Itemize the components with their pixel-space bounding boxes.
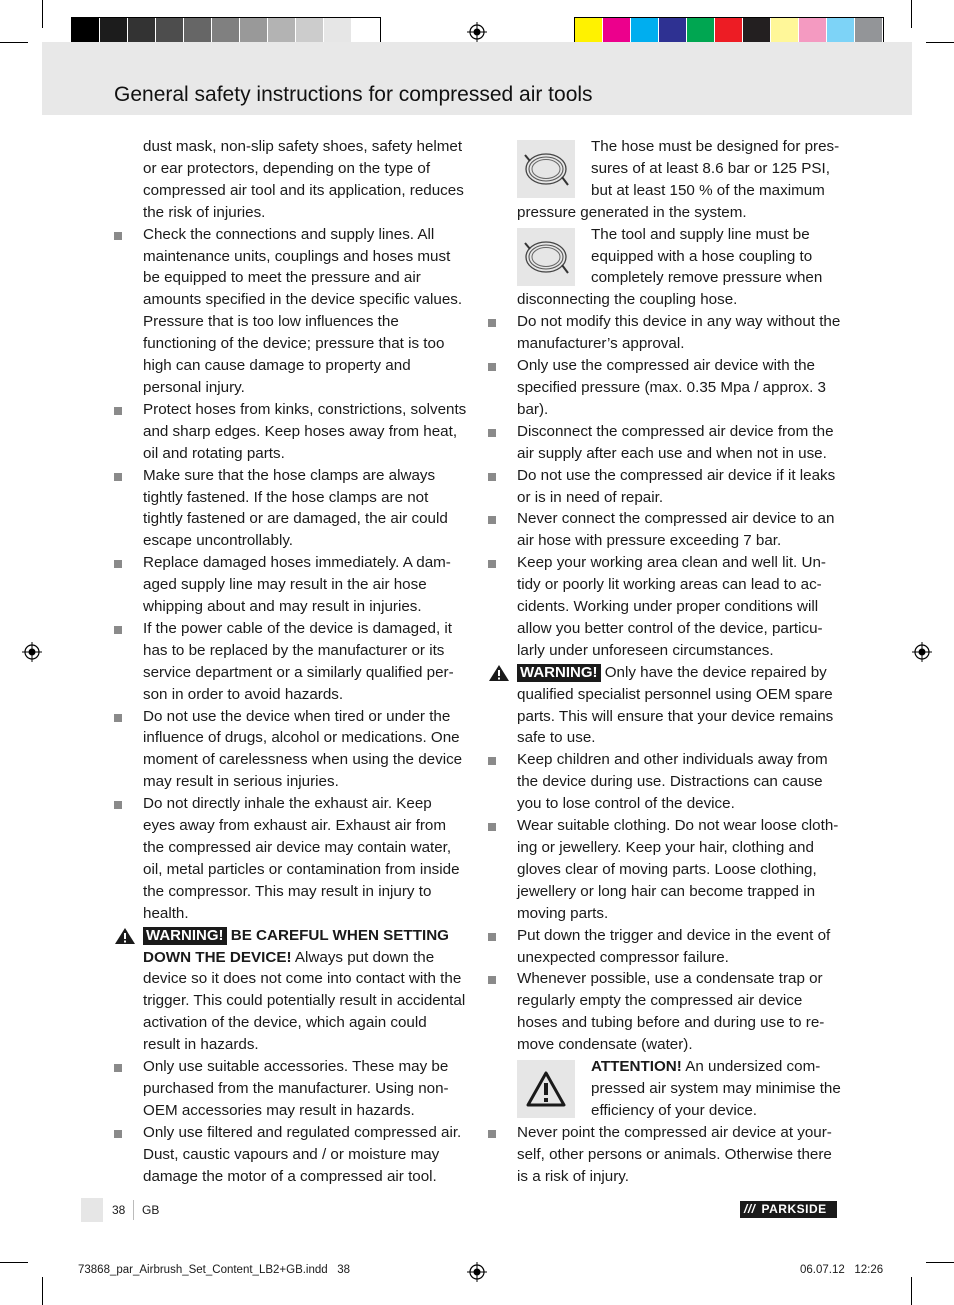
page-title: General safety instructions for compressed air tools xyxy=(114,83,593,106)
divider xyxy=(133,1200,134,1220)
list-item: The hose must be designed for pres-sures of at least 8.6 bar or 125 PSI, but at least 150 % of the maximum pressure generated in the system. xyxy=(517,136,841,224)
list-item: Do not directly inhale the exhaust air. Keep eyes away from exhaust air. Exhaust air from the compressed air device may contain water, oil, metal particles or contamination from inside the compressor. This may result in injury to health. xyxy=(143,793,467,924)
list-item: Put down the trigger and device in the event of unexpected compressor failure. xyxy=(517,925,841,969)
brand-logo xyxy=(740,1201,837,1218)
attention-text: An undersized com-pressed air system may minimise the efficiency of your device. xyxy=(591,1058,841,1119)
bullet-icon xyxy=(114,801,122,809)
list-item: Never connect the compressed air device to an air hose with pressure exceeding 7 bar. xyxy=(517,508,841,552)
instruction-list xyxy=(143,224,467,925)
warning-text: Always put down the device so it does not come into contact with the trigger. This could potentially result in accidental activation of the device, which again could result in hazards. xyxy=(143,948,466,1054)
list-item: Only use suitable accessories. These may be purchased from the manufacturer. Using non-OEM accessories may result in hazards. xyxy=(143,1056,467,1122)
bullet-icon xyxy=(488,429,496,437)
hose-image xyxy=(517,140,575,198)
warning-text: Only have the device repaired by qualified specialist personnel using OEM spare parts. This will ensure that your device remains safe to use. xyxy=(517,663,834,747)
bullet-icon xyxy=(114,473,122,481)
page-number: 38 xyxy=(112,1203,126,1217)
bullet-icon xyxy=(488,319,496,327)
registration-mark-icon xyxy=(467,22,487,42)
brand-name: PARKSIDE xyxy=(761,1202,827,1216)
list-item: Keep your working area clean and well lit. Un-tidy or poorly lit working areas can lead to ac-cidents. Working under proper conditions will allow you better control of the device, particu-larly under unforeseen circumstances. xyxy=(517,552,841,662)
bullet-icon xyxy=(488,933,496,941)
registration-mark-icon xyxy=(22,642,42,662)
crop-mark xyxy=(926,1262,954,1263)
warning-label: WARNING! xyxy=(517,664,601,682)
warning-triangle-icon xyxy=(488,664,510,682)
list-item: Make sure that the hose clamps are always tightly fastened. If the hose clamps are not tightly fastened or are damaged, the air could escape uncontrollably. xyxy=(143,465,467,553)
bullet-icon xyxy=(488,976,496,984)
bullet-icon xyxy=(488,757,496,765)
list-item: Replace damaged hoses immediately. A dam-aged supply line may result in the air hose whipping about and may result in injuries. xyxy=(143,552,467,618)
attention-heading: ATTENTION! xyxy=(591,1058,682,1076)
crop-mark xyxy=(911,1277,912,1305)
warning-notice xyxy=(143,925,467,1056)
bullet-icon xyxy=(114,626,122,634)
left-column xyxy=(143,136,467,1188)
instruction-list xyxy=(517,749,841,1056)
bullet-icon xyxy=(114,1064,122,1072)
crop-mark xyxy=(0,42,28,43)
registration-mark-icon xyxy=(912,642,932,662)
bullet-icon xyxy=(488,823,496,831)
hose-icon xyxy=(522,147,570,191)
intro-paragraph: dust mask, non-slip safety shoes, safety helmet or ear protectors, depending on the type of compressed air tool and its application, reduces the risk of injuries. xyxy=(143,138,464,221)
slug-date: 06.07.12 12:26 xyxy=(800,1264,884,1276)
warning-triangle-icon xyxy=(114,927,136,945)
crop-mark xyxy=(42,1277,43,1305)
slug-filename: 73868_par_Airbrush_Set_Content_LB2+GB.indd 38 xyxy=(78,1264,351,1276)
list-item: The tool and supply line must be equipped with a hose coupling to completely remove pressure when disconnecting the coupling hose. xyxy=(517,224,841,312)
page-number-box xyxy=(81,1198,103,1222)
list-item: Keep children and other individuals away from the device during use. Distractions can cause you to lose control of the device. xyxy=(517,749,841,815)
bullet-icon xyxy=(488,560,496,568)
attention-notice xyxy=(517,1056,841,1122)
crop-mark xyxy=(0,1262,28,1263)
brand-slashes: /// xyxy=(744,1202,756,1216)
instruction-list xyxy=(517,311,841,662)
warning-heading: BE CAREFUL WHEN SETTING DOWN THE DEVICE! xyxy=(143,926,449,966)
crop-mark xyxy=(42,0,43,28)
bullet-icon xyxy=(114,407,122,415)
list-item: Only use filtered and regulated compressed air. Dust, caustic vapours and / or moisture may damage the motor of a compressed air tool. xyxy=(143,1122,467,1188)
list-item: If the power cable of the device is damaged, it has to be replaced by the manufacturer or its service department or a similarly qualified per-son in order to avoid hazards. xyxy=(143,618,467,706)
crop-mark xyxy=(911,0,912,28)
registration-mark-icon xyxy=(467,1262,487,1282)
bullet-icon xyxy=(114,232,122,240)
hose-image xyxy=(517,228,575,286)
bullet-icon xyxy=(114,1130,122,1138)
bullet-icon xyxy=(488,473,496,481)
attention-image xyxy=(517,1060,575,1118)
language-code: GB xyxy=(142,1203,160,1217)
list-item: Never point the compressed air device at your-self, other persons or animals. Otherwise there is a risk of injury. xyxy=(517,1122,841,1188)
bullet-icon xyxy=(488,516,496,524)
list-item: Do not use the device when tired or under the influence of drugs, alcohol or medications. One moment of carelessness when using the device may result in serious injuries. xyxy=(143,706,467,794)
list-item: Do not use the compressed air device if it leaks or is in need of repair. xyxy=(517,465,841,509)
list-item: Check the connections and supply lines. All maintenance units, couplings and hoses must be equipped to meet the pressure and air amounts specified in the device specific values. Pressure that is too low influences the functioning of the device; pressure that is too high can cause damage to property and personal injury. xyxy=(143,224,467,399)
warning-triangle-icon xyxy=(526,1071,566,1107)
crop-mark xyxy=(926,42,954,43)
warning-label: WARNING! xyxy=(143,927,227,945)
list-item: Protect hoses from kinks, constrictions, solvents and sharp edges. Keep hoses away from heat, oil and rotating parts. xyxy=(143,399,467,465)
list-item: Do not modify this device in any way without the manufacturer’s approval. xyxy=(517,311,841,355)
list-item: Disconnect the compressed air device from the air supply after each use and when not in use. xyxy=(517,421,841,465)
bullet-icon xyxy=(114,560,122,568)
instruction-list xyxy=(517,1122,841,1188)
warning-notice xyxy=(517,662,841,750)
bullet-icon xyxy=(114,714,122,722)
list-item: Only use the compressed air device with the specified pressure (max. 0.35 Mpa / approx. 3 bar). xyxy=(517,355,841,421)
right-column xyxy=(517,136,841,1188)
bullet-icon xyxy=(488,1130,496,1138)
hose-icon xyxy=(522,235,570,279)
list-item: Wear suitable clothing. Do not wear loose cloth-ing or jewellery. Keep your hair, clothing and gloves clear of moving parts. Loose clothing, jewellery or long hair can become trapped in moving parts. xyxy=(517,815,841,925)
list-item: Whenever possible, use a condensate trap or regularly empty the compressed air device hoses and tubing before and during use to re-move condensate (water). xyxy=(517,968,841,1056)
bullet-icon xyxy=(488,363,496,371)
instruction-list xyxy=(143,1056,467,1187)
